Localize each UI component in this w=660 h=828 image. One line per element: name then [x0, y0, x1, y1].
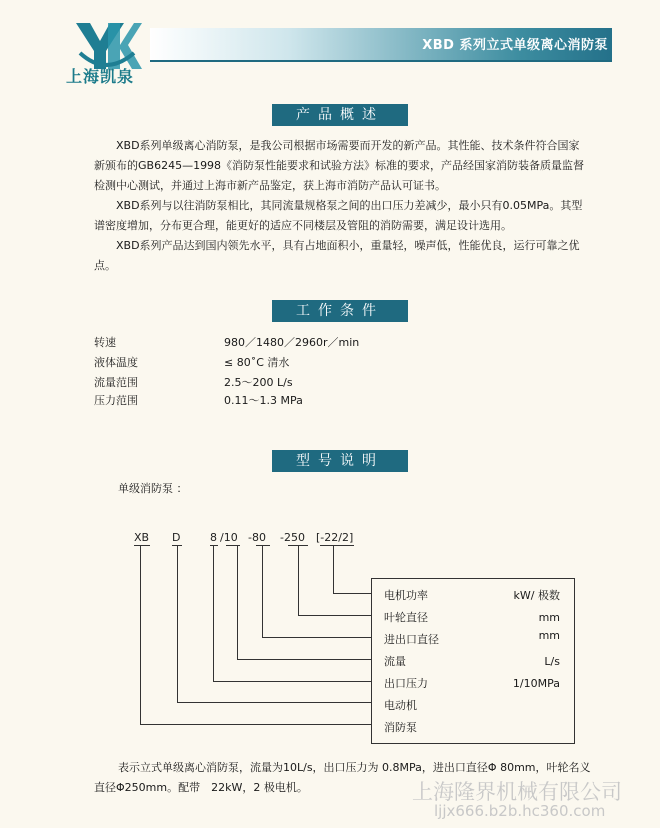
legend-label: 电机功率: [384, 589, 428, 602]
model-summary: 表示立式单级离心消防泵，流量为10L/s，出口压力为 0.8MPa，进出口直径Φ 80mm，叶轮名义直径Φ250mm。配带 22kW，2 极电机。: [94, 761, 591, 794]
legend-row: [384, 631, 564, 647]
legend-label: 电动机: [384, 699, 417, 712]
watermark-url: ljjx666.b2b.hc360.com: [434, 802, 606, 820]
connector-flow: [213, 546, 214, 682]
code-xb: XB: [134, 531, 150, 544]
code-underline: [320, 545, 354, 546]
legend-row: [384, 719, 564, 735]
condition-label: 压力范围: [94, 394, 138, 407]
code-diameter: -80: [248, 531, 266, 544]
connector-impeller: [298, 546, 299, 616]
connector-h: [177, 702, 371, 703]
logo-text: 上海凯泉: [66, 67, 135, 86]
code-pressure: /10: [220, 531, 238, 544]
watermark-company: 上海隆界机械有限公司: [412, 780, 622, 804]
legend-label: 出口压力: [384, 677, 428, 690]
legend-unit: mm: [538, 629, 560, 642]
legend-label: 进出口直径: [384, 633, 439, 646]
legend-unit: 1/10MPa: [512, 677, 560, 690]
code-impeller: -250: [280, 531, 305, 544]
model-legend-box: [371, 578, 575, 744]
condition-label: 流量范围: [94, 376, 138, 389]
legend-label: 叶轮直径: [384, 611, 428, 624]
condition-value: 2.5～200 L/s: [224, 376, 293, 389]
conditions-section-title: 工作条件: [272, 300, 408, 322]
connector-h: [213, 681, 371, 682]
legend-unit: mm: [538, 611, 560, 624]
code-underline: [256, 545, 270, 546]
connector-xb: [140, 546, 141, 725]
model-intro: 单级消防泵 ：: [118, 482, 188, 495]
connector-diameter: [262, 546, 263, 638]
legend-row: [384, 697, 564, 713]
connector-h: [262, 637, 371, 638]
connector-h: [140, 724, 371, 725]
condition-value: 980／1480／2960r／min: [224, 336, 360, 349]
legend-label: 流量: [384, 655, 406, 668]
code-underline: [134, 545, 150, 546]
legend-row: [384, 609, 564, 625]
connector-motor: [333, 546, 334, 594]
legend-unit: kW/ 极数: [513, 589, 560, 602]
code-motor: [-22/2]: [316, 531, 354, 544]
connector-h: [333, 593, 371, 594]
legend-row: [384, 587, 564, 603]
page-title: XBD 系列立式单级离心消防泵: [422, 38, 608, 53]
connector-h: [237, 659, 371, 660]
connector-h: [298, 615, 371, 616]
overview-paragraph-2: XBD系列与以往消防泵相比，其同流量规格泵之间的出口压力差减少，最小只有0.05MPa。其型谱密度增加，分布更合理，能更好的适应不同楼层及管阻的消防需要，满足设计选用。: [94, 199, 583, 232]
code-underline: [210, 545, 218, 546]
connector-pressure: [237, 546, 238, 660]
header-banner-underline: [150, 60, 612, 62]
legend-label: 消防泵: [384, 721, 417, 734]
connector-d: [177, 546, 178, 703]
overview-paragraph-1: XBD系列单级离心消防泵，是我公司根据市场需要而开发的新产品。其性能、技术条件符合国家新颁布的GB6245—1998《消防泵性能要求和试验方法》标准的要求，产品经国家消防装备质量监督检测中心测试，并通过上海市新产品鉴定，获上海市消防产品认可证书。: [94, 139, 585, 192]
model-section-title: 型号说明: [272, 450, 408, 472]
condition-value: 0.11～1.3 MPa: [224, 394, 303, 407]
legend-row: [384, 675, 564, 691]
overview-section-title: 产品概述: [272, 104, 408, 126]
condition-value: ≤ 80˚C 清水: [224, 356, 290, 369]
legend-row: [384, 653, 564, 669]
legend-unit: L/s: [544, 655, 560, 668]
overview-paragraph-3: XBD系列产品达到国内领先水平，具有占地面积小，重量轻，噪声低，性能优良，运行可靠之优点。: [94, 239, 580, 272]
code-flow: 8: [210, 531, 217, 544]
code-d: D: [172, 531, 181, 544]
condition-label: 转速: [94, 336, 116, 349]
condition-label: 液体温度: [94, 356, 138, 369]
